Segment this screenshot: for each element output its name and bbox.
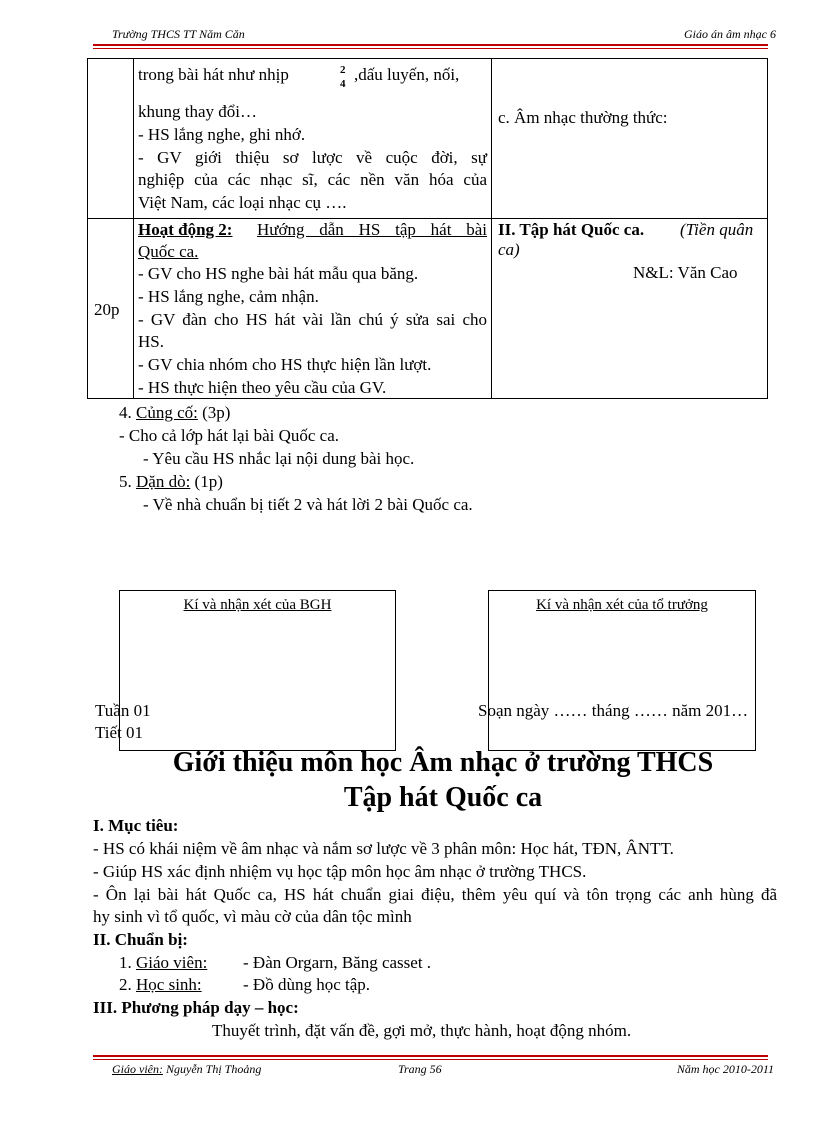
preparation-student-value: - Đồ dùng học tập. xyxy=(243,975,371,994)
consolidation-time: (3p) xyxy=(202,403,231,422)
sign-box-head xyxy=(488,590,756,751)
row2-right-sub-1: (Tiền quân xyxy=(680,220,754,239)
header-subject: Giáo án âm nhạc 6 xyxy=(684,27,776,41)
homework-heading xyxy=(119,471,223,493)
row1-line4: - GV giới thiệu sơ lược về cuộc đời, sự xyxy=(138,148,487,167)
objectives-line4: hy sinh vì tổ quốc, vì màu cờ của dân tộc mình xyxy=(93,907,412,926)
lesson-title-1: Giới thiệu môn học Âm nhạc ở trường THCS xyxy=(172,747,714,778)
row2-line5: - GV chia nhóm cho HS thực hiện lần lượt. xyxy=(138,355,432,374)
consolidation-num: 4. xyxy=(119,403,132,422)
row2-activity-title-1 xyxy=(138,219,232,241)
row1-line3: - HS lắng nghe, ghi nhớ. xyxy=(138,125,306,144)
preparation-teacher-label: Giáo viên: xyxy=(136,953,208,972)
activity-title-1: Hướng dẫn HS tập hát bài xyxy=(257,220,487,239)
sign-box-bgh xyxy=(119,590,396,751)
homework-time: (1p) xyxy=(194,472,223,491)
footer-school-year: Năm học 2010-2011 xyxy=(676,1062,774,1076)
footer-teacher-name: Nguyễn Thị Thoảng xyxy=(162,1062,262,1076)
header-rule-thin xyxy=(93,48,768,49)
row2-time: 20p xyxy=(94,300,120,319)
consolidation-line2: - Yêu cầu HS nhắc lại nội dung bài học. xyxy=(143,449,415,468)
homework-label: Dặn dò: xyxy=(136,472,191,491)
time-signature-top: 2 xyxy=(340,64,346,76)
row2-right-author: N&L: Văn Cao xyxy=(633,263,738,282)
sign-box-bgh-label: Kí và nhận xét của BGH xyxy=(183,597,332,613)
table-row2-content-cell xyxy=(491,218,768,399)
table-row1-time-cell xyxy=(87,58,134,219)
row1-line1-a: trong bài hát như nhịp xyxy=(138,65,289,84)
objectives-line2: - Giúp HS xác định nhiệm vụ học tập môn học âm nhạc ở trường THCS. xyxy=(93,862,587,881)
sign-box-head-label: Kí và nhận xét của tổ trưởng xyxy=(536,597,708,613)
table-row2-activity-cell xyxy=(133,218,492,399)
consolidation-label: Củng cố: xyxy=(136,403,198,422)
lesson-title-2: Tập hát Quốc ca xyxy=(343,782,543,813)
table-row1-content-cell xyxy=(491,58,768,219)
table-row1-activity-cell xyxy=(133,58,492,219)
header-rule xyxy=(93,44,768,46)
methods-line1: Thuyết trình, đặt vấn đề, gợi mở, thực hành, hoạt động nhóm. xyxy=(212,1021,632,1040)
footer-teacher-label: Giáo viên: xyxy=(112,1062,163,1076)
consolidation-line1: - Cho cả lớp hát lại bài Quốc ca. xyxy=(119,426,339,445)
lesson-period: Tiết 01 xyxy=(95,723,144,742)
row1-line2: khung thay đổi… xyxy=(138,102,257,121)
preparation-teacher-value: - Đàn Orgarn, Băng casset . xyxy=(243,953,432,972)
row1-line6: Việt Nam, các loại nhạc cụ …. xyxy=(138,193,347,212)
preparation-student xyxy=(119,974,202,996)
homework-line1: - Về nhà chuẩn bị tiết 2 và hát lời 2 bài Quốc ca. xyxy=(143,495,473,514)
lesson-week: Tuần 01 xyxy=(95,701,151,720)
methods-heading: III. Phương pháp dạy – học: xyxy=(93,998,299,1017)
header-school: Trường THCS TT Năm Căn xyxy=(112,27,245,41)
activity-title-2: Quốc ca. xyxy=(138,242,199,261)
footer-page: Trang 56 xyxy=(398,1062,442,1076)
time-signature-bottom: 4 xyxy=(340,78,346,90)
preparation-teacher-num: 1. xyxy=(119,953,132,972)
row2-right-title: II. Tập hát Quốc ca. xyxy=(498,220,645,239)
row1-line1-b: ,dấu luyến, nối, xyxy=(354,65,460,84)
activity-label: Hoạt động 2: xyxy=(138,220,233,239)
row1-right: c. Âm nhạc thường thức: xyxy=(498,108,668,127)
row2-line1: - GV cho HS nghe bài hát mẫu qua băng. xyxy=(138,264,419,283)
objectives-line1: - HS có khái niệm về âm nhạc và nắm sơ lược về 3 phân môn: Học hát, TĐN, ÂNTT. xyxy=(93,839,674,858)
footer-rule xyxy=(93,1055,768,1057)
footer-teacher xyxy=(112,1062,261,1077)
row2-line4: HS. xyxy=(138,332,164,351)
footer-rule-thin xyxy=(93,1059,768,1060)
preparation-student-label: Học sinh: xyxy=(136,975,202,994)
table-row2-time-cell xyxy=(87,218,134,399)
lesson-prepared-date: Soạn ngày …… tháng …… năm 201… xyxy=(478,701,749,720)
row1-line5: nghiệp của các nhạc sĩ, các nền văn hóa của xyxy=(138,170,487,189)
preparation-student-num: 2. xyxy=(119,975,132,994)
preparation-teacher xyxy=(119,952,207,974)
row2-line6: - HS thực hiện theo yêu cầu của GV. xyxy=(138,378,387,397)
objectives-line3: - Ôn lại bài hát Quốc ca, HS hát chuẩn giai điệu, thêm yêu quí và tôn trọng các anh hùng đã xyxy=(93,885,777,904)
consolidation-heading xyxy=(119,402,230,424)
objectives-heading: I. Mục tiêu: xyxy=(93,816,179,835)
row2-line2: - HS lắng nghe, cảm nhận. xyxy=(138,287,319,306)
preparation-heading: II. Chuẩn bị: xyxy=(93,930,188,949)
row2-line3: - GV đàn cho HS hát vài lần chú ý sửa sai cho xyxy=(138,310,487,329)
homework-num: 5. xyxy=(119,472,132,491)
row2-right-sub-2: ca) xyxy=(498,240,520,259)
